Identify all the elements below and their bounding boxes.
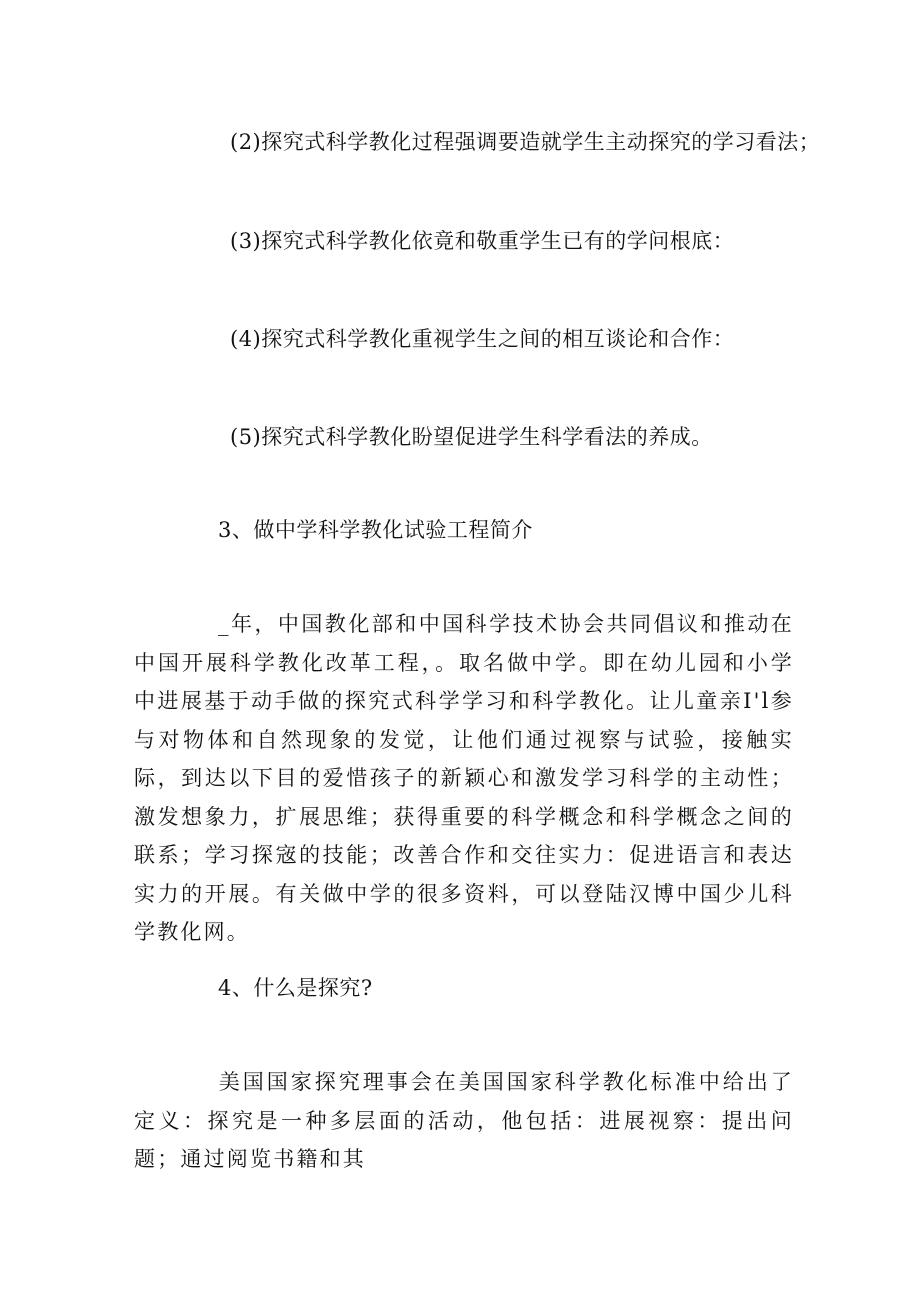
- list-item-2: (2)探究式科学教化过程强调要造就学生主动探究的学习看法；: [230, 130, 821, 154]
- list-item-4: (4)探究式科学教化重视学生之间的相互谈论和合作：: [230, 327, 735, 351]
- section-3-heading: 3、做中学科学教化试验工程简介: [218, 518, 533, 542]
- list-item-3: (3)探究式科学教化依竟和敬重学生已有的学问根底：: [230, 229, 735, 253]
- section-4-paragraph: [134, 1063, 794, 1179]
- section-3-paragraph: [134, 605, 794, 952]
- section-4-heading: 4、什么是探究?: [218, 976, 373, 1000]
- section-4-text: 美国国家探究理事会在美国国家科学教化标准中给出了定义：探究是一种多层面的活动，他包括：进展视察：提出问题；通过阅览书籍和其: [134, 1070, 794, 1171]
- section-3-text: _年，中国教化部和中国科学技术协会共同倡议和推动在中国开展科学教化改革工程，。取名做中学。即在幼儿园和小学中进展基于动手做的探究式科学学习和科学教化。让儿童亲I'l参与对物体和自然现象的发觉，让他们通过视察与试验，接触实际，到达以下目的爱惜孩子的新颖心和激发学习科学的主动性；激发想象力，扩展思维；获得重要的科学概念和科学概念之间的联系；学习探宼的技能；改善合作和交往实力：促进语言和表达实力的开展。有关做中学的很多资料，可以登陆汉博中国少儿科学教化网。: [134, 612, 794, 944]
- list-item-5: (5)探究式科学教化盼望促进学生科学看法的养成。: [230, 425, 713, 449]
